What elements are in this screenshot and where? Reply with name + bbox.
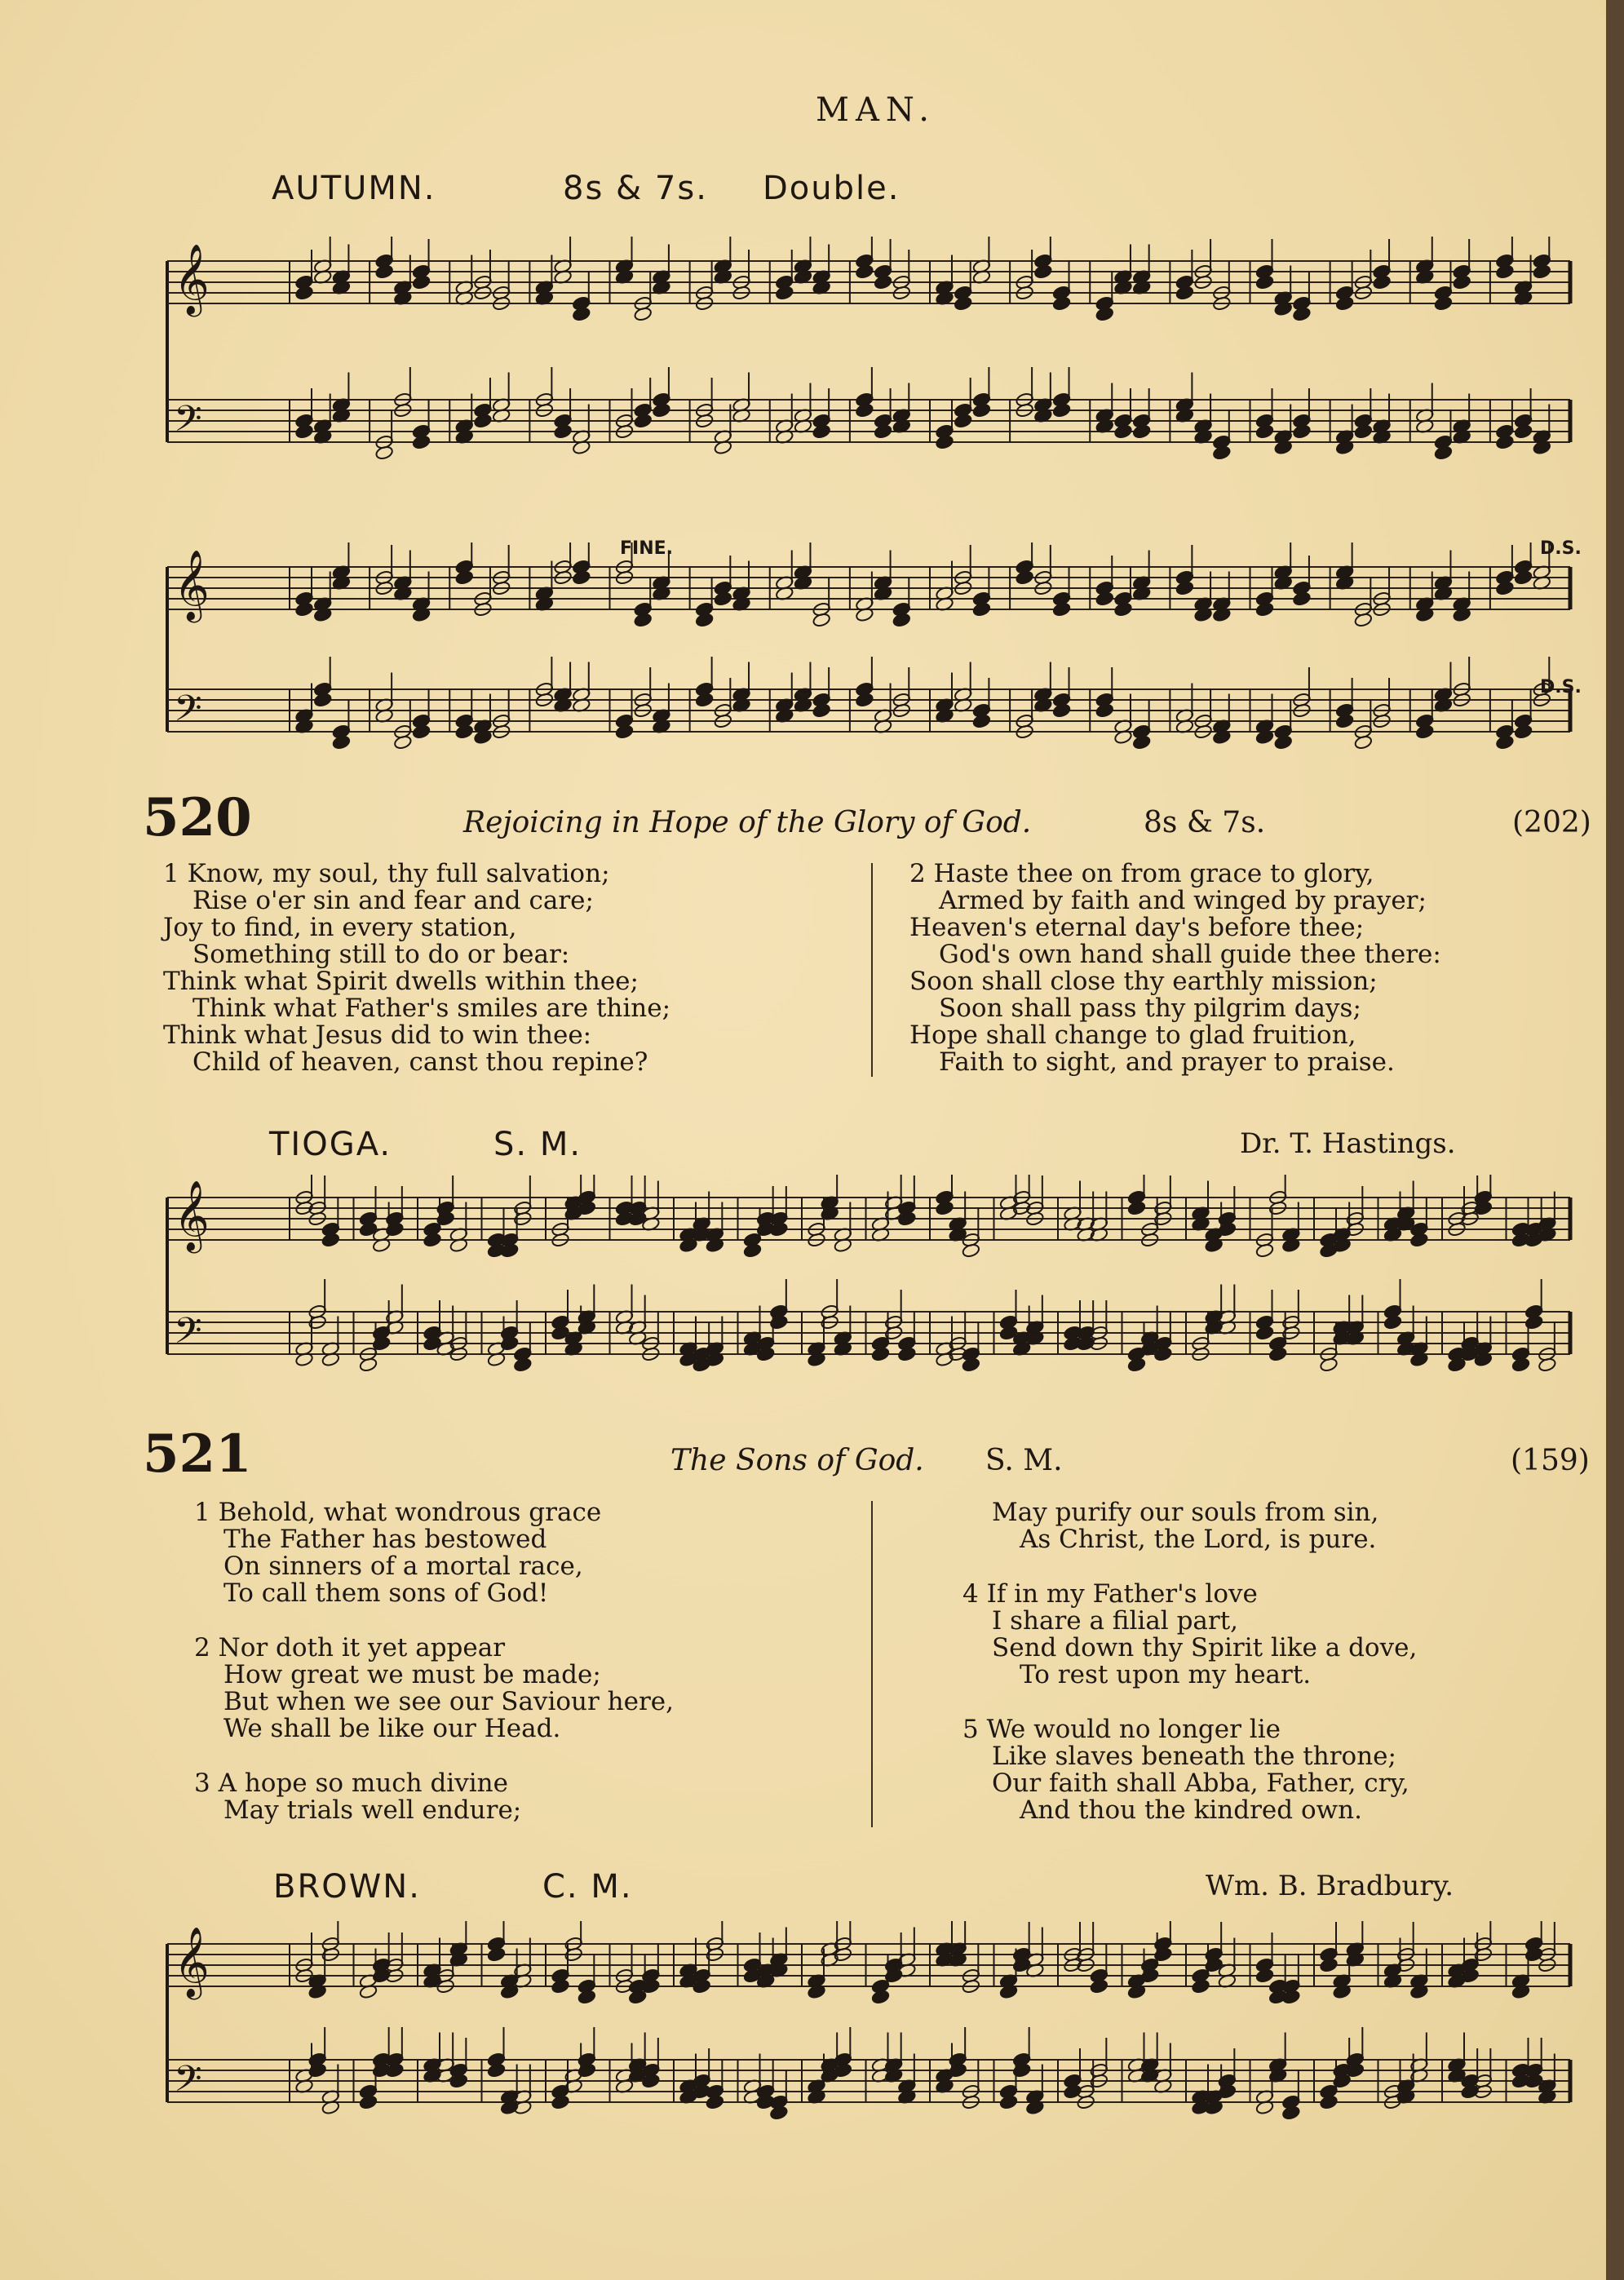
treble-clef-icon: 𝄞 xyxy=(174,1926,210,1997)
music-system-tioga xyxy=(151,1175,1586,1419)
verse-line: 3 A hope so much divine xyxy=(194,1769,508,1798)
treble-clef-icon: 𝄞 xyxy=(174,549,210,620)
verse-line: 1 Know, my soul, thy full salvation; xyxy=(163,859,610,888)
verse-line: 2 Haste thee on from grace to glory, xyxy=(909,859,1374,888)
verse-line: Our faith shall Abba, Father, cry, xyxy=(992,1769,1409,1798)
verse-line: 2 Nor doth it yet appear xyxy=(194,1633,506,1662)
verse-line: Armed by faith and winged by prayer; xyxy=(939,886,1427,915)
treble-clef-icon: 𝄞 xyxy=(174,1180,210,1251)
verse-line: 5 We would no longer lie xyxy=(962,1715,1281,1744)
verse-line: We shall be like our Head. xyxy=(223,1714,561,1743)
hymn-number-521: 521 xyxy=(143,1423,252,1485)
tune-meter-brown: C. M. xyxy=(542,1868,633,1906)
tune-name-tioga: TIOGA. xyxy=(269,1126,392,1163)
hymn-title-521: The Sons of God. xyxy=(670,1444,924,1477)
bass-clef-icon: 𝄢 xyxy=(174,1308,202,1361)
verse-line: God's own hand shall guide thee there: xyxy=(939,940,1441,969)
verse-line: On sinners of a mortal race, xyxy=(223,1552,583,1581)
verse-line: Send down thy Spirit like a dove, xyxy=(992,1633,1418,1662)
composer-brown: Wm. B. Bradbury. xyxy=(1206,1870,1454,1902)
verse-line: But when we see our Saviour here, xyxy=(223,1687,674,1716)
verse-line: And thou the kindred own. xyxy=(1020,1795,1362,1825)
hymn-521-right-column xyxy=(962,1499,1417,1824)
hymn-meter-521: S. M. xyxy=(985,1444,1063,1477)
verse-line: May trials well endure; xyxy=(223,1795,522,1825)
verse-line: 4 If in my Father's love xyxy=(962,1579,1258,1609)
ds-mark-bass: D.S. xyxy=(1540,677,1582,697)
bass-clef-icon: 𝄢 xyxy=(174,2056,202,2109)
verse-line: Child of heaven, canst thou repine? xyxy=(192,1047,648,1077)
verse-line: Hope shall change to glad fruition, xyxy=(909,1020,1356,1050)
hymn-521-left-column xyxy=(194,1499,674,1824)
verse-line: To rest upon my heart. xyxy=(1020,1660,1312,1689)
verse-line: Joy to find, in every station, xyxy=(163,913,517,942)
verse-line: May purify our souls from sin, xyxy=(992,1498,1379,1527)
verse-line: Think what Spirit dwells within thee; xyxy=(163,967,639,996)
verse-line: How great we must be made; xyxy=(223,1660,601,1689)
hymn-ref-521: (159) xyxy=(1511,1444,1590,1477)
treble-clef-icon: 𝄞 xyxy=(174,243,210,314)
verse-line: Soon shall pass thy pilgrim days; xyxy=(939,994,1361,1023)
verse-line: Like slaves beneath the throne; xyxy=(992,1742,1396,1771)
music-system-brown xyxy=(151,1921,1586,2166)
verse-line: The Father has bestowed xyxy=(223,1525,547,1554)
fine-mark: FINE. xyxy=(620,538,674,559)
column-divider xyxy=(871,1501,873,1827)
verse-line: As Christ, the Lord, is pure. xyxy=(1020,1525,1377,1554)
verse-line: Rise o'er sin and fear and care; xyxy=(192,886,594,915)
verse-line: 1 Behold, what wondrous grace xyxy=(194,1498,602,1527)
hymn-number-520: 520 xyxy=(143,787,252,848)
hymn-520-stanza-2 xyxy=(909,861,1441,1076)
verse-line: To call them sons of God! xyxy=(223,1578,549,1608)
hymn-520-stanza-1 xyxy=(163,861,670,1076)
column-divider xyxy=(871,863,873,1077)
verse-line: Something still to do or bear: xyxy=(192,940,570,969)
hymn-title-520: Rejoicing in Hope of the Glory of God. xyxy=(463,806,1032,839)
tune-meter-tioga: S. M. xyxy=(493,1126,582,1163)
verse-line: Soon shall close thy earthly mission; xyxy=(909,967,1378,996)
verse-line: Think what Jesus did to win thee: xyxy=(163,1020,592,1050)
tune-name-autumn: AUTUMN. xyxy=(272,170,436,207)
composer-tioga: Dr. T. Hastings. xyxy=(1240,1127,1456,1160)
page-edge xyxy=(1606,0,1624,2280)
verse-line: Heaven's eternal day's before thee; xyxy=(909,913,1365,942)
verse-line: I share a filial part, xyxy=(992,1606,1239,1636)
hymn-meter-520: 8s & 7s. xyxy=(1144,806,1266,839)
bass-clef-icon: 𝄢 xyxy=(174,396,202,449)
running-head: MAN. xyxy=(816,91,936,129)
music-system-autumn-1 xyxy=(151,237,1586,514)
tune-meter-autumn: 8s & 7s. xyxy=(563,170,708,207)
music-system-autumn-2 xyxy=(151,542,1586,779)
bass-clef-icon: 𝄢 xyxy=(174,686,202,738)
verse-line: Faith to sight, and prayer to praise. xyxy=(939,1047,1395,1077)
ds-mark-treble: D.S. xyxy=(1540,538,1582,559)
tune-name-brown: BROWN. xyxy=(273,1868,421,1906)
verse-line: Think what Father's smiles are thine; xyxy=(192,994,671,1023)
hymn-ref-520: (202) xyxy=(1512,806,1591,839)
tune-double-autumn: Double. xyxy=(763,170,901,207)
